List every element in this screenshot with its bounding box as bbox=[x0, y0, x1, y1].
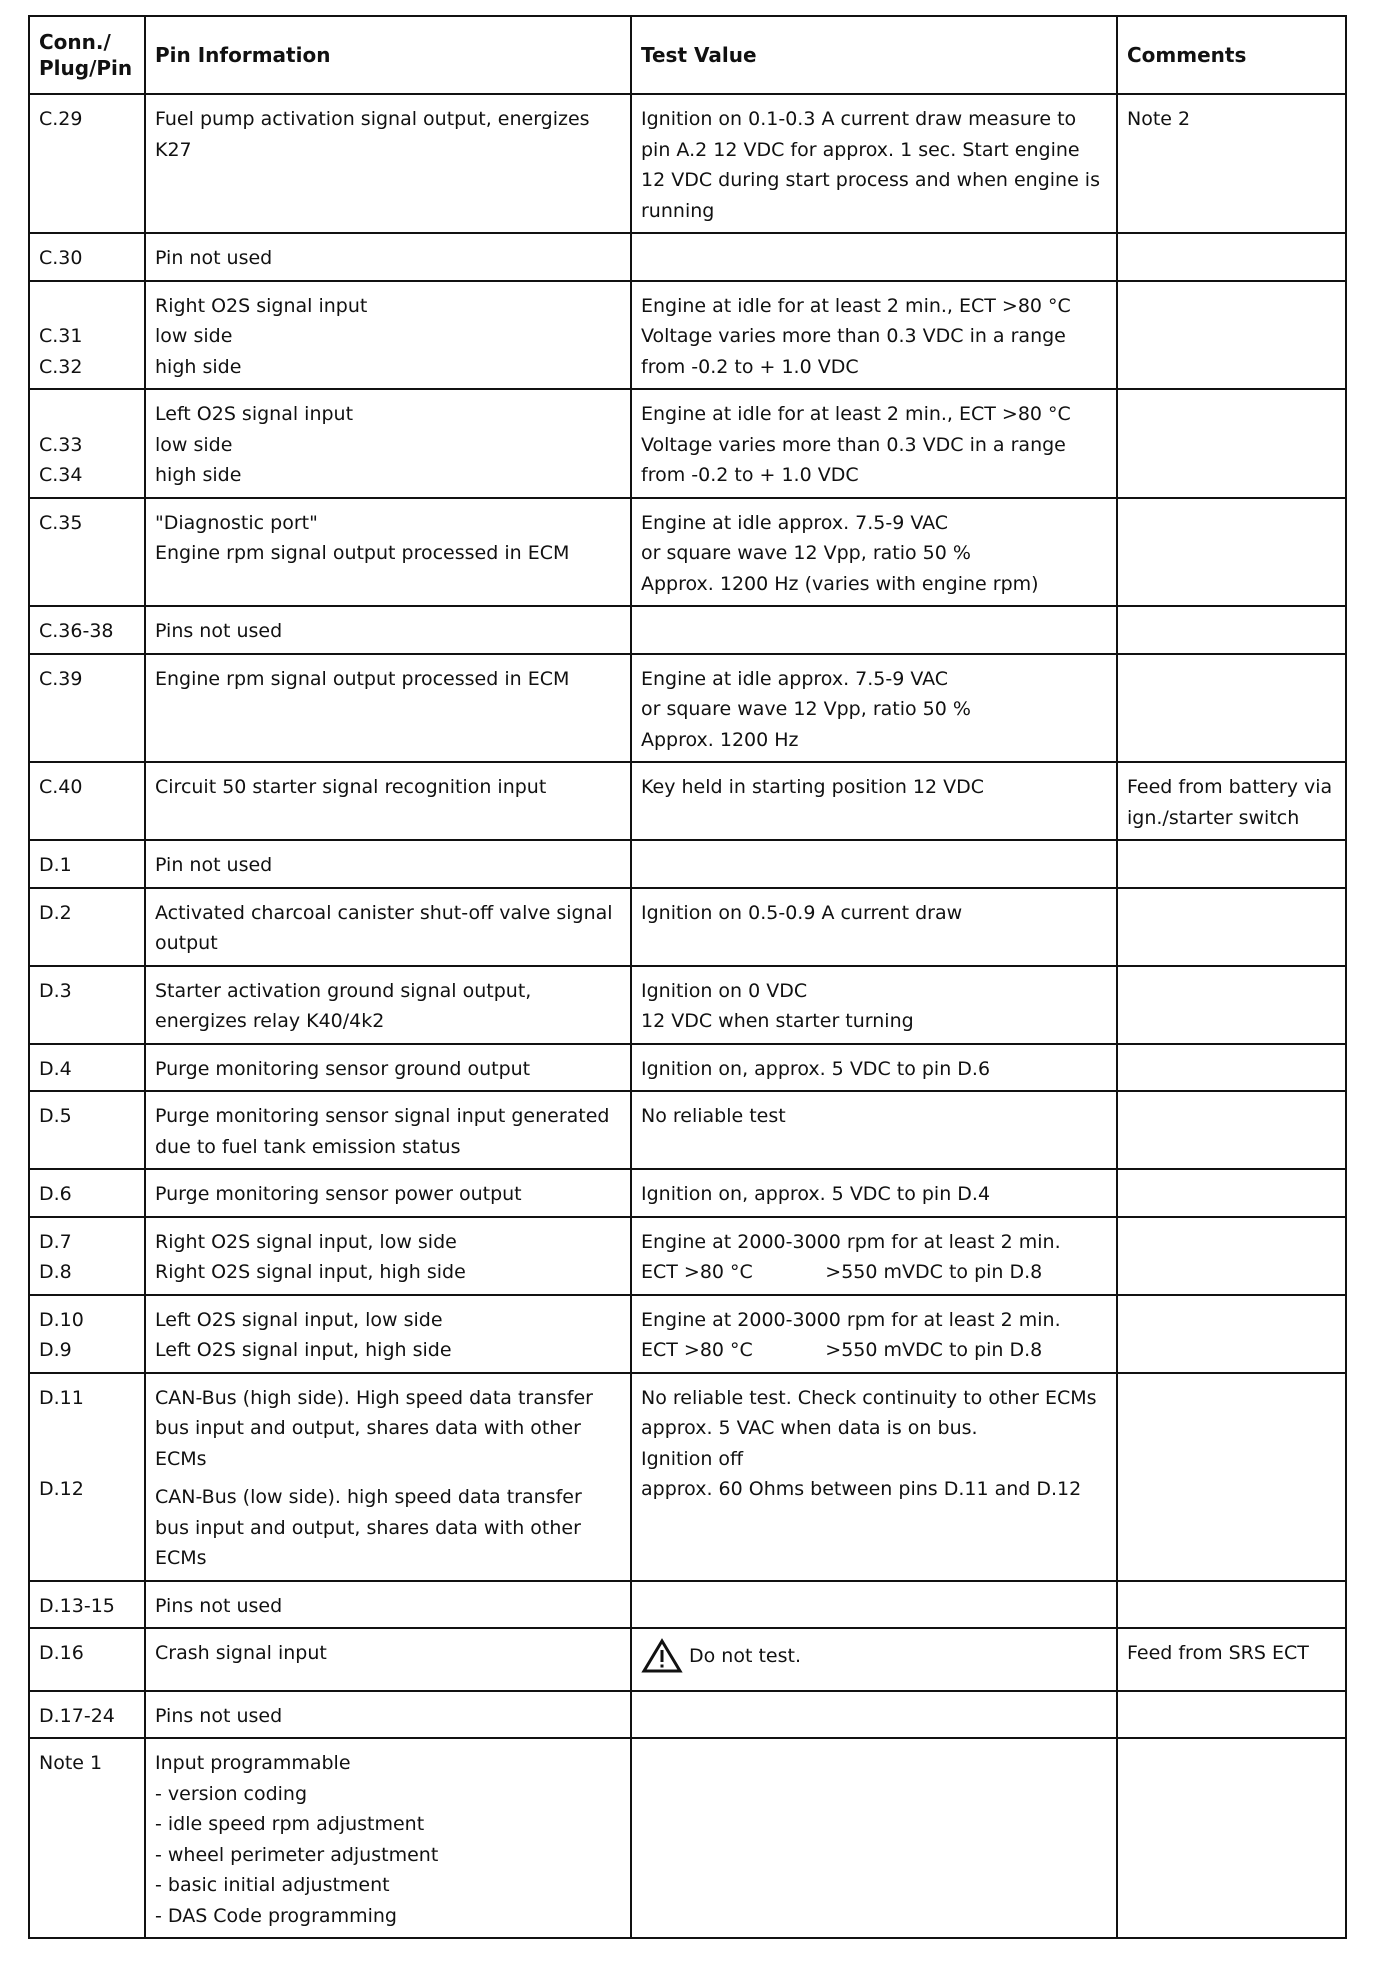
cell-pin-information bbox=[145, 840, 631, 888]
cell-comments bbox=[1117, 498, 1346, 607]
cell-line: D.1 bbox=[39, 854, 72, 876]
cell-line: - idle speed rpm adjustment bbox=[155, 1813, 425, 1835]
cell-pin-information bbox=[145, 888, 631, 966]
cell-line: Feed from SRS ECT bbox=[1127, 1642, 1309, 1664]
cell-pin-information bbox=[145, 1373, 631, 1581]
cell-line: Engine at 2000-3000 rpm for at least 2 min. bbox=[641, 1308, 1061, 1331]
cell-line: Pins not used bbox=[155, 1594, 283, 1617]
cell-test-value bbox=[631, 1628, 1117, 1691]
header-test-value bbox=[631, 16, 1117, 94]
cell-comments bbox=[1117, 840, 1346, 888]
cell-line: Purge monitoring sensor power output bbox=[155, 1183, 522, 1205]
cell-line: - wheel perimeter adjustment bbox=[155, 1843, 439, 1866]
cell-line: Ignition on, approx. 5 VDC to pin D.6 bbox=[641, 1057, 991, 1080]
cell-line: high side bbox=[155, 464, 242, 486]
cell-line: D.2 bbox=[39, 901, 72, 924]
cell-comments bbox=[1117, 762, 1346, 840]
cell-test-value bbox=[631, 281, 1117, 390]
cell-comments bbox=[1117, 1091, 1346, 1169]
cell-comments bbox=[1117, 1044, 1346, 1092]
cell-comments bbox=[1117, 94, 1346, 233]
cell-line: approx. 60 Ohms between pins D.11 and D.12 bbox=[641, 1478, 1082, 1500]
cell-test-value bbox=[631, 1044, 1117, 1092]
cell-line: Ignition on, approx. 5 VDC to pin D.4 bbox=[641, 1183, 991, 1205]
cell-line: high side bbox=[155, 355, 242, 378]
cell-pin bbox=[29, 1581, 145, 1629]
cell-pin-information bbox=[145, 389, 631, 498]
cell-line: Approx. 1200 Hz bbox=[641, 728, 799, 751]
cell-pin bbox=[29, 1373, 145, 1581]
table-row bbox=[29, 1091, 1346, 1169]
cell-line: Right O2S signal input, high side bbox=[155, 1261, 466, 1283]
cell-line: C.40 bbox=[39, 776, 83, 798]
cell-line: approx. 5 VAC when data is on bus. bbox=[641, 1417, 978, 1439]
cell-line: D.10 bbox=[39, 1308, 84, 1331]
cell-line: ECT >80 °C >550 mVDC to pin D.8 bbox=[641, 1339, 1043, 1361]
cell-line: Ignition on 0.5-0.9 A current draw bbox=[641, 901, 963, 924]
cell-line: Purge monitoring sensor signal input generated due to fuel tank emission status bbox=[155, 1105, 616, 1158]
cell-line: Fuel pump activation signal output, energizes K27 bbox=[155, 108, 596, 161]
cell-line: low side bbox=[155, 325, 233, 347]
cell-pin-information bbox=[145, 654, 631, 763]
cell-pin bbox=[29, 389, 145, 498]
cell-line: D.12 bbox=[39, 1478, 84, 1500]
cell-line: or square wave 12 Vpp, ratio 50 % bbox=[641, 542, 971, 564]
header-pin-information bbox=[145, 16, 631, 94]
cell-line: Engine at idle for at least 2 min., ECT >80 °C Voltage varies more than 0.3 VDC in a range from -0.2 to + 1.0 VDC bbox=[641, 403, 1077, 486]
table-row bbox=[29, 1581, 1346, 1629]
cell-pin-information bbox=[145, 498, 631, 607]
cell-pin-information bbox=[145, 281, 631, 390]
cell-comments bbox=[1117, 389, 1346, 498]
cell-pin-information bbox=[145, 1295, 631, 1373]
cell-line: Right O2S signal input bbox=[155, 294, 368, 317]
cell-pin bbox=[29, 1044, 145, 1092]
cell-line: or square wave 12 Vpp, ratio 50 % bbox=[641, 698, 971, 720]
cell-line: Engine at idle approx. 7.5-9 VAC bbox=[641, 511, 949, 534]
cell-line: Engine rpm signal output processed in ECM bbox=[155, 542, 570, 564]
header-label: Comments bbox=[1127, 43, 1247, 67]
cell-line: D.16 bbox=[39, 1642, 84, 1664]
cell-line: Engine rpm signal output processed in ECM bbox=[155, 667, 570, 690]
cell-pin bbox=[29, 1295, 145, 1373]
header-label: Test Value bbox=[641, 43, 757, 67]
cell-line: D.7 bbox=[39, 1230, 72, 1253]
cell-line: No reliable test bbox=[641, 1105, 786, 1127]
cell-test-value bbox=[631, 762, 1117, 840]
cell-line: CAN-Bus (low side). high speed data transfer bus input and output, shares data with other ECMs bbox=[155, 1486, 588, 1569]
cell-pin-information bbox=[145, 966, 631, 1044]
cell-pin bbox=[29, 1628, 145, 1691]
cell-test-value bbox=[631, 654, 1117, 763]
cell-test-value bbox=[631, 840, 1117, 888]
cell-test-value bbox=[631, 966, 1117, 1044]
cell-line: Pin not used bbox=[155, 854, 273, 876]
cell-line bbox=[39, 291, 135, 322]
cell-line: D.13-15 bbox=[39, 1594, 115, 1617]
table-row bbox=[29, 389, 1346, 498]
table-row bbox=[29, 654, 1346, 763]
cell-line: ECT >80 °C >550 mVDC to pin D.8 bbox=[641, 1261, 1043, 1283]
cell-pin bbox=[29, 233, 145, 281]
header-label: Pin Information bbox=[155, 43, 331, 67]
cell-line: Pins not used bbox=[155, 620, 283, 642]
cell-comments bbox=[1117, 1581, 1346, 1629]
cell-line: C.36-38 bbox=[39, 620, 114, 642]
cell-pin-information bbox=[145, 233, 631, 281]
cell-line: Ignition off bbox=[641, 1447, 744, 1470]
cell-pin bbox=[29, 94, 145, 233]
cell-test-value bbox=[631, 1091, 1117, 1169]
cell-pin bbox=[29, 966, 145, 1044]
cell-line: Pins not used bbox=[155, 1704, 283, 1727]
cell-line: D.9 bbox=[39, 1339, 72, 1361]
cell-test-value bbox=[631, 1217, 1117, 1295]
table-row bbox=[29, 762, 1346, 840]
cell-line: C.39 bbox=[39, 667, 83, 690]
table-row bbox=[29, 1295, 1346, 1373]
cell-line: D.3 bbox=[39, 979, 72, 1002]
cell-line: Ignition on 0.1-0.3 A current draw measure to pin A.2 12 VDC for approx. 1 sec. Start engine 12 VDC during start process and when engine is running bbox=[641, 108, 1107, 222]
cell-line: C.34 bbox=[39, 464, 83, 486]
cell-pin bbox=[29, 281, 145, 390]
cell-line: C.35 bbox=[39, 511, 83, 534]
cell-pin-information bbox=[145, 606, 631, 654]
cell-line: C.33 bbox=[39, 433, 83, 456]
cell-line bbox=[39, 399, 135, 430]
table-row bbox=[29, 1217, 1346, 1295]
cell-pin-information bbox=[145, 1628, 631, 1691]
table-row bbox=[29, 840, 1346, 888]
table-row bbox=[29, 94, 1346, 233]
cell-test-value bbox=[631, 1169, 1117, 1217]
table-row bbox=[29, 1373, 1346, 1581]
cell-line: - DAS Code programming bbox=[155, 1904, 397, 1927]
cell-pin-information bbox=[145, 1169, 631, 1217]
cell-test-value bbox=[631, 1373, 1117, 1581]
cell-line: Starter activation ground signal output, energizes relay K40/4k2 bbox=[155, 979, 538, 1032]
cell-line: Approx. 1200 Hz (varies with engine rpm) bbox=[641, 572, 1039, 595]
cell-line: Activated charcoal canister shut-off valve signal output bbox=[155, 901, 619, 954]
cell-line: Right O2S signal input, low side bbox=[155, 1230, 457, 1253]
cell-test-value bbox=[631, 606, 1117, 654]
cell-pin-information bbox=[145, 1738, 631, 1938]
cell-pin-information bbox=[145, 762, 631, 840]
cell-pin bbox=[29, 1738, 145, 1938]
cell-comments bbox=[1117, 606, 1346, 654]
cell-line bbox=[39, 1444, 135, 1475]
cell-pin bbox=[29, 762, 145, 840]
cell-line: "Diagnostic port" bbox=[155, 511, 318, 534]
cell-line: C.31 bbox=[39, 325, 83, 347]
cell-test-value bbox=[631, 389, 1117, 498]
cell-pin bbox=[29, 840, 145, 888]
table-row bbox=[29, 233, 1346, 281]
cell-line: Engine at idle for at least 2 min., ECT >80 °C Voltage varies more than 0.3 VDC in a range from -0.2 to + 1.0 VDC bbox=[641, 294, 1077, 378]
spacer bbox=[155, 1474, 621, 1482]
cell-line: D.8 bbox=[39, 1261, 72, 1283]
cell-line: - version coding bbox=[155, 1782, 308, 1805]
cell-line: C.29 bbox=[39, 108, 83, 130]
table-row bbox=[29, 1691, 1346, 1739]
cell-pin-information bbox=[145, 1091, 631, 1169]
cell-comments bbox=[1117, 888, 1346, 966]
table-row bbox=[29, 606, 1346, 654]
cell-line: low side bbox=[155, 433, 233, 456]
cell-test-value bbox=[631, 94, 1117, 233]
cell-line: D.6 bbox=[39, 1183, 72, 1205]
cell-line: Purge monitoring sensor ground output bbox=[155, 1057, 531, 1080]
cell-line bbox=[641, 1638, 801, 1674]
cell-line: C.30 bbox=[39, 247, 83, 269]
pin-table bbox=[28, 15, 1347, 1939]
cell-line: Left O2S signal input, low side bbox=[155, 1308, 443, 1331]
cell-line: Left O2S signal input, high side bbox=[155, 1339, 452, 1361]
cell-line: Input programmable bbox=[155, 1752, 351, 1774]
cell-test-value bbox=[631, 1738, 1117, 1938]
cell-line: Key held in starting position 12 VDC bbox=[641, 776, 985, 798]
cell-line: CAN-Bus (high side). High speed data transfer bus input and output, shares data with other ECMs bbox=[155, 1386, 600, 1470]
cell-pin bbox=[29, 654, 145, 763]
cell-comments bbox=[1117, 233, 1346, 281]
table-row bbox=[29, 498, 1346, 607]
cell-line: Left O2S signal input bbox=[155, 403, 354, 425]
table-row bbox=[29, 888, 1346, 966]
cell-pin-information bbox=[145, 1217, 631, 1295]
cell-comments bbox=[1117, 1691, 1346, 1739]
cell-line: Ignition on 0 VDC bbox=[641, 979, 808, 1002]
cell-line: 12 VDC when starter turning bbox=[641, 1010, 914, 1032]
warning-text: Do not test. bbox=[689, 1644, 801, 1667]
table-row bbox=[29, 281, 1346, 390]
cell-pin-information bbox=[145, 1044, 631, 1092]
cell-line: No reliable test. Check continuity to other ECMs bbox=[641, 1386, 1097, 1409]
cell-test-value bbox=[631, 498, 1117, 607]
cell-line: Engine at 2000-3000 rpm for at least 2 min. bbox=[641, 1230, 1061, 1253]
cell-test-value bbox=[631, 888, 1117, 966]
warning-triangle-icon bbox=[641, 1638, 683, 1674]
table-row bbox=[29, 1044, 1346, 1092]
cell-line: C.32 bbox=[39, 355, 83, 378]
header-comments bbox=[1117, 16, 1346, 94]
cell-line: Note 1 bbox=[39, 1752, 103, 1774]
cell-test-value bbox=[631, 1581, 1117, 1629]
table-row bbox=[29, 1628, 1346, 1691]
cell-comments bbox=[1117, 966, 1346, 1044]
cell-test-value bbox=[631, 1691, 1117, 1739]
pin-table-sheet bbox=[28, 15, 1345, 1949]
cell-pin bbox=[29, 498, 145, 607]
cell-line: Note 2 bbox=[1127, 108, 1191, 130]
cell-pin bbox=[29, 1691, 145, 1739]
cell-line: - basic initial adjustment bbox=[155, 1874, 390, 1896]
header-conn-plug-pin bbox=[29, 16, 145, 94]
cell-line: D.4 bbox=[39, 1057, 72, 1080]
cell-pin bbox=[29, 888, 145, 966]
cell-line bbox=[39, 1413, 135, 1444]
cell-line: Crash signal input bbox=[155, 1642, 327, 1664]
cell-line: Feed from battery via ign./starter switch bbox=[1127, 776, 1339, 829]
table-row bbox=[29, 966, 1346, 1044]
cell-comments bbox=[1117, 654, 1346, 763]
table-row bbox=[29, 1738, 1346, 1938]
cell-pin bbox=[29, 1091, 145, 1169]
cell-pin-information bbox=[145, 94, 631, 233]
cell-line: D.11 bbox=[39, 1386, 84, 1409]
cell-pin-information bbox=[145, 1581, 631, 1629]
cell-comments bbox=[1117, 1628, 1346, 1691]
cell-line: D.17-24 bbox=[39, 1704, 115, 1727]
cell-test-value bbox=[631, 1295, 1117, 1373]
cell-comments bbox=[1117, 1295, 1346, 1373]
table-header-row bbox=[29, 16, 1346, 94]
cell-test-value bbox=[631, 233, 1117, 281]
cell-pin bbox=[29, 606, 145, 654]
cell-comments bbox=[1117, 1373, 1346, 1581]
cell-comments bbox=[1117, 1217, 1346, 1295]
cell-line: Pin not used bbox=[155, 247, 273, 269]
cell-line: Engine at idle approx. 7.5-9 VAC bbox=[641, 667, 949, 690]
table-row bbox=[29, 1169, 1346, 1217]
cell-comments bbox=[1117, 1738, 1346, 1938]
cell-line: Circuit 50 starter signal recognition input bbox=[155, 776, 547, 798]
cell-pin bbox=[29, 1169, 145, 1217]
header-label: Conn./ Plug/Pin bbox=[39, 30, 133, 80]
cell-comments bbox=[1117, 281, 1346, 390]
cell-comments bbox=[1117, 1169, 1346, 1217]
cell-pin-information bbox=[145, 1691, 631, 1739]
cell-line: D.5 bbox=[39, 1105, 72, 1127]
cell-pin bbox=[29, 1217, 145, 1295]
